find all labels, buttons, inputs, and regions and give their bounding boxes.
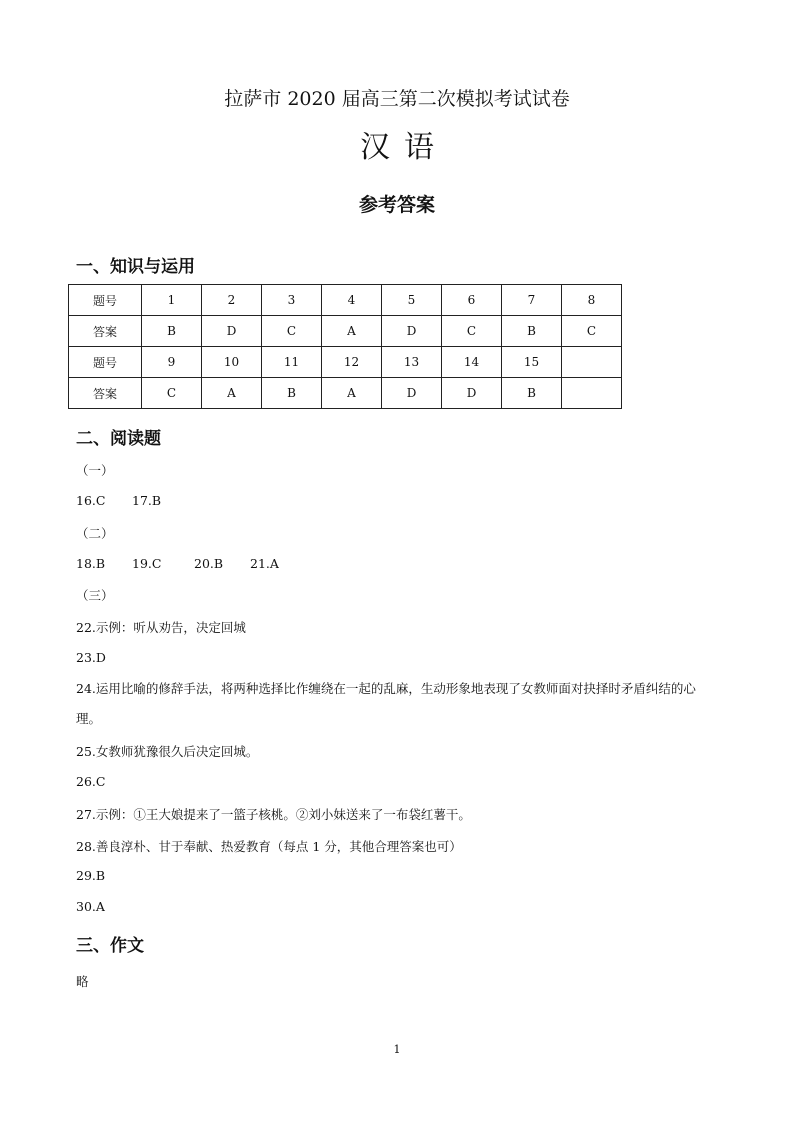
table-row — [69, 378, 622, 409]
table-row — [69, 285, 622, 316]
table-cell: B — [142, 316, 202, 347]
table-cell: 13 — [382, 347, 442, 378]
answer-18: 18.B — [76, 556, 106, 571]
table-cell: C — [562, 316, 622, 347]
answer-24: 24.运用比喻的修辞手法，将两种选择比作缠绕在一起的乱麻，生动形象地表现了女教师面对抉择时矛盾纠结的心理。 — [76, 681, 696, 726]
answer-key-heading: 参考答案 — [358, 194, 435, 216]
table-row-header: 答案 — [69, 378, 142, 409]
table-cell: D — [382, 316, 442, 347]
reading-part-3-label: （三） — [76, 588, 114, 603]
table-cell: 2 — [202, 285, 262, 316]
table-cell: 8 — [562, 285, 622, 316]
table-cell: B — [262, 378, 322, 409]
table-row-header: 题号 — [69, 285, 142, 316]
table-cell: B — [502, 316, 562, 347]
answer-29: 29.B — [76, 868, 106, 883]
answer-25: 25.女教师犹豫很久后决定回城。 — [76, 744, 259, 759]
table-cell: 11 — [262, 347, 322, 378]
exam-title: 拉萨市 2020 届高三第二次模拟考试试卷 — [224, 88, 570, 110]
answer-table — [68, 284, 622, 409]
table-cell: D — [202, 316, 262, 347]
table-cell: 5 — [382, 285, 442, 316]
reading-part-1-label: （一） — [76, 463, 114, 478]
essay-answer: 略 — [76, 974, 89, 989]
table-cell: C — [142, 378, 202, 409]
table-cell: 12 — [322, 347, 382, 378]
answer-28: 28.善良淳朴、甘于奉献、热爱教育（每点 1 分，其他合理答案也可） — [76, 839, 462, 854]
table-cell: 1 — [142, 285, 202, 316]
table-cell: 4 — [322, 285, 382, 316]
table-row — [69, 347, 622, 378]
answer-21: 21.A — [250, 556, 279, 571]
table-cell: A — [202, 378, 262, 409]
answer-26: 26.C — [76, 774, 106, 789]
answer-20: 20.B — [194, 556, 224, 571]
table-cell — [562, 378, 622, 409]
table-cell: C — [262, 316, 322, 347]
table-cell: 14 — [442, 347, 502, 378]
table-cell: C — [442, 316, 502, 347]
table-cell: A — [322, 316, 382, 347]
table-cell: B — [502, 378, 562, 409]
answer-27: 27.示例：①王大娘提来了一篮子核桃。②刘小妹送来了一布袋红薯干。 — [76, 807, 471, 822]
table-cell: 3 — [262, 285, 322, 316]
answer-30: 30.A — [76, 899, 105, 914]
page-number: 1 — [393, 1043, 401, 1056]
table-row — [69, 316, 622, 347]
answer-22: 22.示例：听从劝告，决定回城 — [76, 620, 246, 635]
reading-part-2-label: （二） — [76, 526, 114, 541]
table-cell: 10 — [202, 347, 262, 378]
answer-16: 16.C — [76, 493, 106, 508]
section-2-heading: 二、阅读题 — [76, 429, 161, 449]
answer-23: 23.D — [76, 650, 106, 665]
section-3-heading: 三、作文 — [76, 936, 144, 956]
table-cell: D — [442, 378, 502, 409]
table-cell: A — [322, 378, 382, 409]
table-cell: 7 — [502, 285, 562, 316]
answer-17: 17.B — [132, 493, 162, 508]
section-1-heading: 一、知识与运用 — [76, 257, 195, 277]
table-cell: D — [382, 378, 442, 409]
table-cell: 9 — [142, 347, 202, 378]
table-row-header: 题号 — [69, 347, 142, 378]
table-cell — [562, 347, 622, 378]
answer-19: 19.C — [132, 556, 162, 571]
table-cell: 6 — [442, 285, 502, 316]
table-cell: 15 — [502, 347, 562, 378]
table-row-header: 答案 — [69, 316, 142, 347]
subject-title: 汉语 — [360, 130, 448, 165]
